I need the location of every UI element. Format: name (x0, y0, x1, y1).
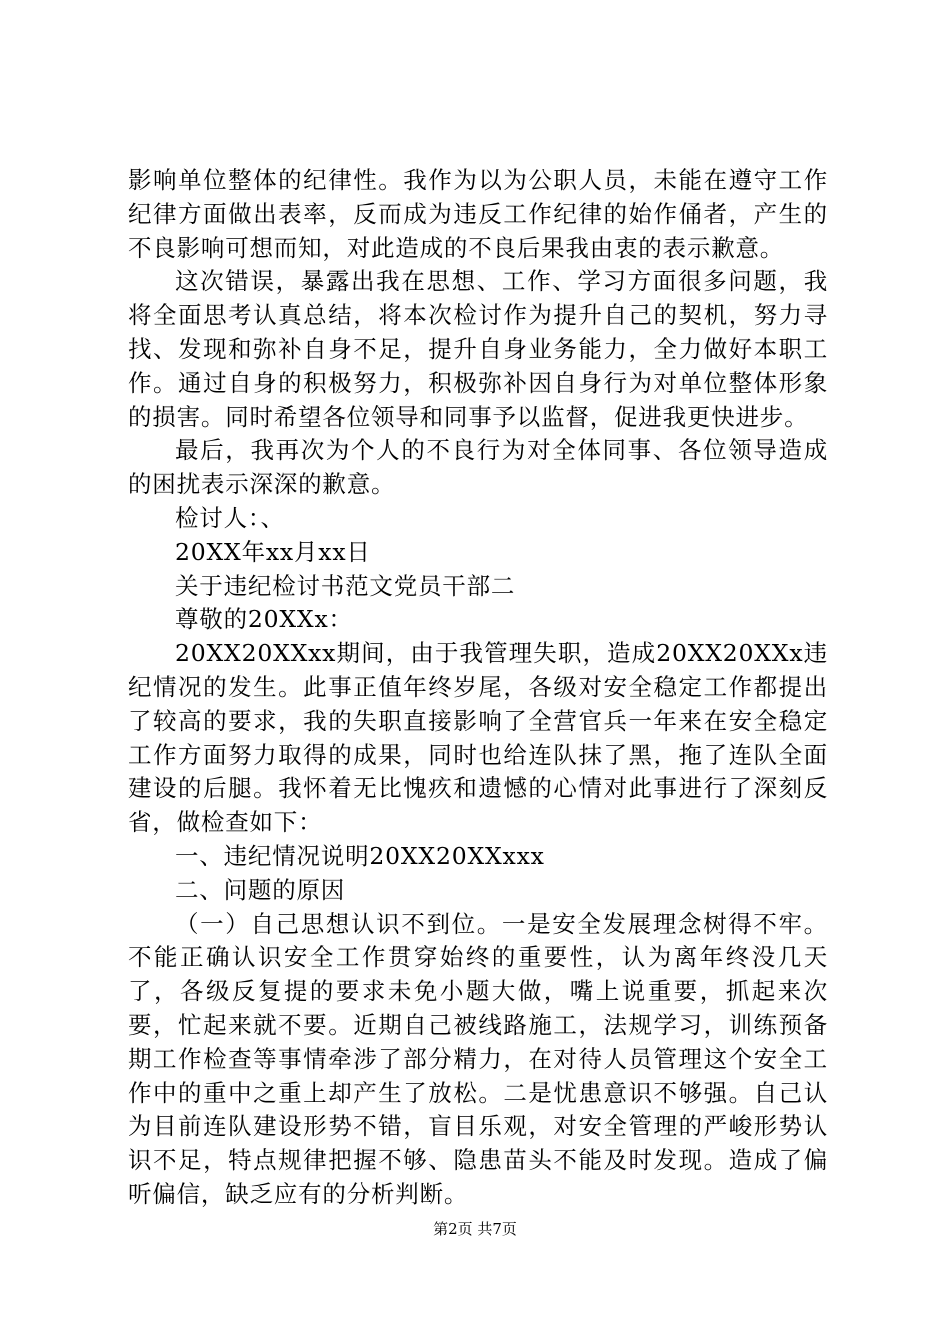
paragraph-closing: 最后，我再次为个人的不良行为对全体同事、各位领导造成的困扰表示深深的歉意。 (128, 436, 828, 499)
section-title: 关于违纪检讨书范文党员干部二 (175, 571, 516, 600)
page-number: 第2页 共7页 (433, 1220, 517, 1238)
document-body (128, 164, 828, 1212)
page-footer (0, 1218, 950, 1239)
paragraph-reflection: 这次错误，暴露出我在思想、工作、学习方面很多问题，我将全面思考认真总结，将本次检讨作为提升自己的契机，努力寻找、发现和弥补自身不足，提升自身业务能力，全力做好本职工作。通过自身的积极努力，积极弥补因自身行为对单位整体形象的损害。同时希望各位领导和同事予以监督，促进我更快进步。 (128, 267, 829, 431)
date-line: 20XX年xx月xx日 (175, 537, 371, 566)
paragraph-incident: 20XX20XXxx期间，由于我管理失职，造成20XX20XXx违纪情况的发生。此事正值年终岁尾，各级对安全稳定工作都提出了较高的要求，我的失职直接影响了全营官兵一年来在安全稳定工作方面努力取得的成果，同时也给连队抹了黑，拖了连队全面建设的后腿。我怀着无比愧疚和遗憾的心情对此事进行了深刻反省，做检查如下： (128, 639, 829, 837)
salutation: 尊敬的20XXx： (175, 605, 353, 634)
signature-line: 检讨人：、 (175, 503, 285, 532)
heading-causes: 二、问题的原因 (175, 875, 346, 904)
heading-violation: 一、违纪情况说明20XX20XXxxx (175, 841, 545, 870)
paragraph-apology: 影响单位整体的纪律性。我作为以为公职人员，未能在遵守工作纪律方面做出表率，反而成为违反工作纪律的始作俑者，产生的不良影响可想而知，对此造成的不良后果我由衷的表示歉意。 (128, 166, 828, 262)
paragraph-causes: （一）自己思想认识不到位。一是安全发展理念树得不牢。不能正确认识安全工作贯穿始终的重要性，认为离年终没几天了，各级反复提的要求未免小题大做，嘴上说重要，抓起来次要，忙起来就不要。近期自己被线路施工，法规学习，训练预备期工作检查等事情牵涉了部分精力，在对待人员管理这个安全工作中的重中之重上却产生了放松。二是忧患意识不够强。自己认为目前连队建设形势不错，盲目乐观，对安全管理的严峻形势认识不足，特点规律把握不够、隐患苗头不能及时发现。造成了偏听偏信，缺乏应有的分析判断。 (128, 909, 829, 1208)
